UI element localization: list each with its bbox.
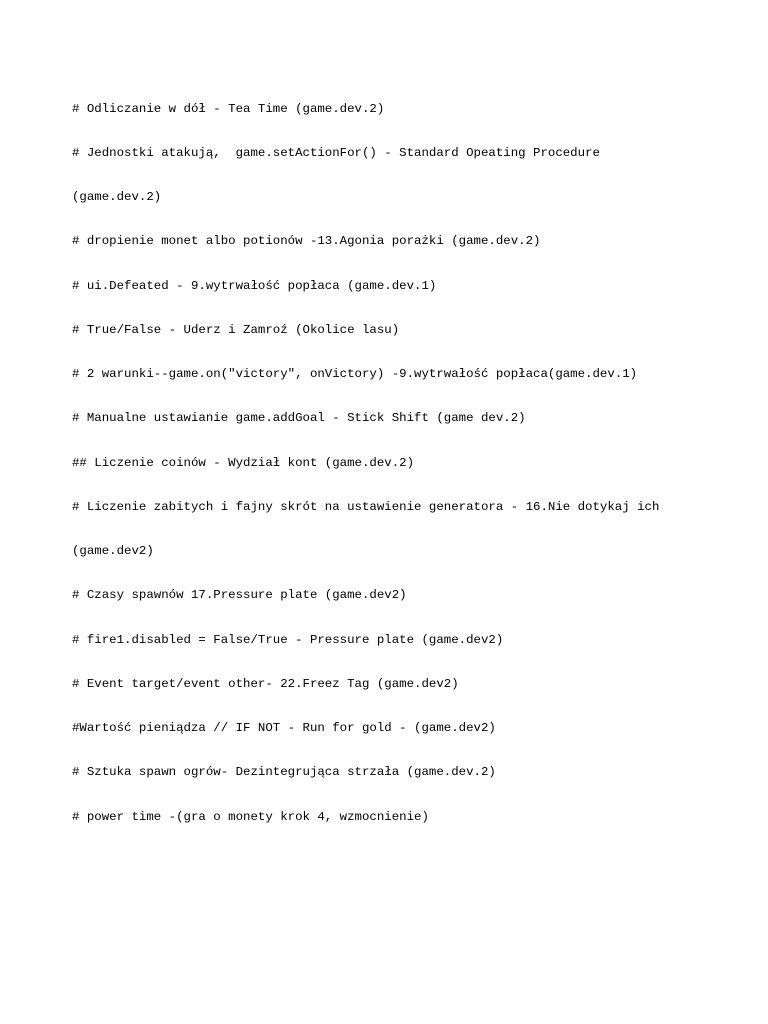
text-line: # Odliczanie w dół - Tea Time (game.dev.2) — [72, 101, 385, 116]
text-line: # Jednostki atakują, game.setActionFor() - Standard Opeating Procedure — [72, 145, 600, 160]
text-line: ## Liczenie coinów - Wydział kont (game.dev.2) — [72, 455, 415, 470]
text-line: #Wartość pieniądza // IF NOT - Run for gold - (game.dev2) — [72, 721, 496, 735]
text-line: # True/False - Uderz i Zamroź (Okolice lasu) — [72, 322, 400, 337]
text-line: # Sztuka spawn ogrów- Dezintegrująca strzała (game.dev.2) — [72, 765, 496, 780]
text-line: # Liczenie zabitych i fajny skrót na ustawienie generatora - 16.Nie dotykaj ich — [72, 499, 660, 514]
text-line: # Czasy spawnów 17.Pressure plate (game.dev2) — [72, 588, 407, 603]
text-line: (game.dev2) — [72, 544, 154, 558]
text-line: # ui.Defeated - 9.wytrwałość popłaca (game.dev.1) — [72, 278, 437, 293]
text-line: # fire1.disabled = False/True - Pressure plate (game.dev2) — [72, 632, 504, 647]
text-line: (game.dev.2) — [72, 190, 162, 204]
text-line: # 2 warunki--game.on("victory", onVictory) -9.wytrwałość popłaca(game.dev.1) — [72, 367, 638, 381]
document-text — [72, 72, 702, 854]
text-line: # power time -(gra o monety krok 4, wzmocnienie) — [72, 809, 429, 824]
text-line: # Manualne ustawianie game.addGoal - Stick Shift (game dev.2) — [72, 411, 526, 426]
text-line: # Event target/event other- 22.Freez Tag (game.dev2) — [72, 676, 459, 691]
text-line: # dropienie monet albo potionów -13.Agonia porażki (game.dev.2) — [72, 234, 541, 249]
